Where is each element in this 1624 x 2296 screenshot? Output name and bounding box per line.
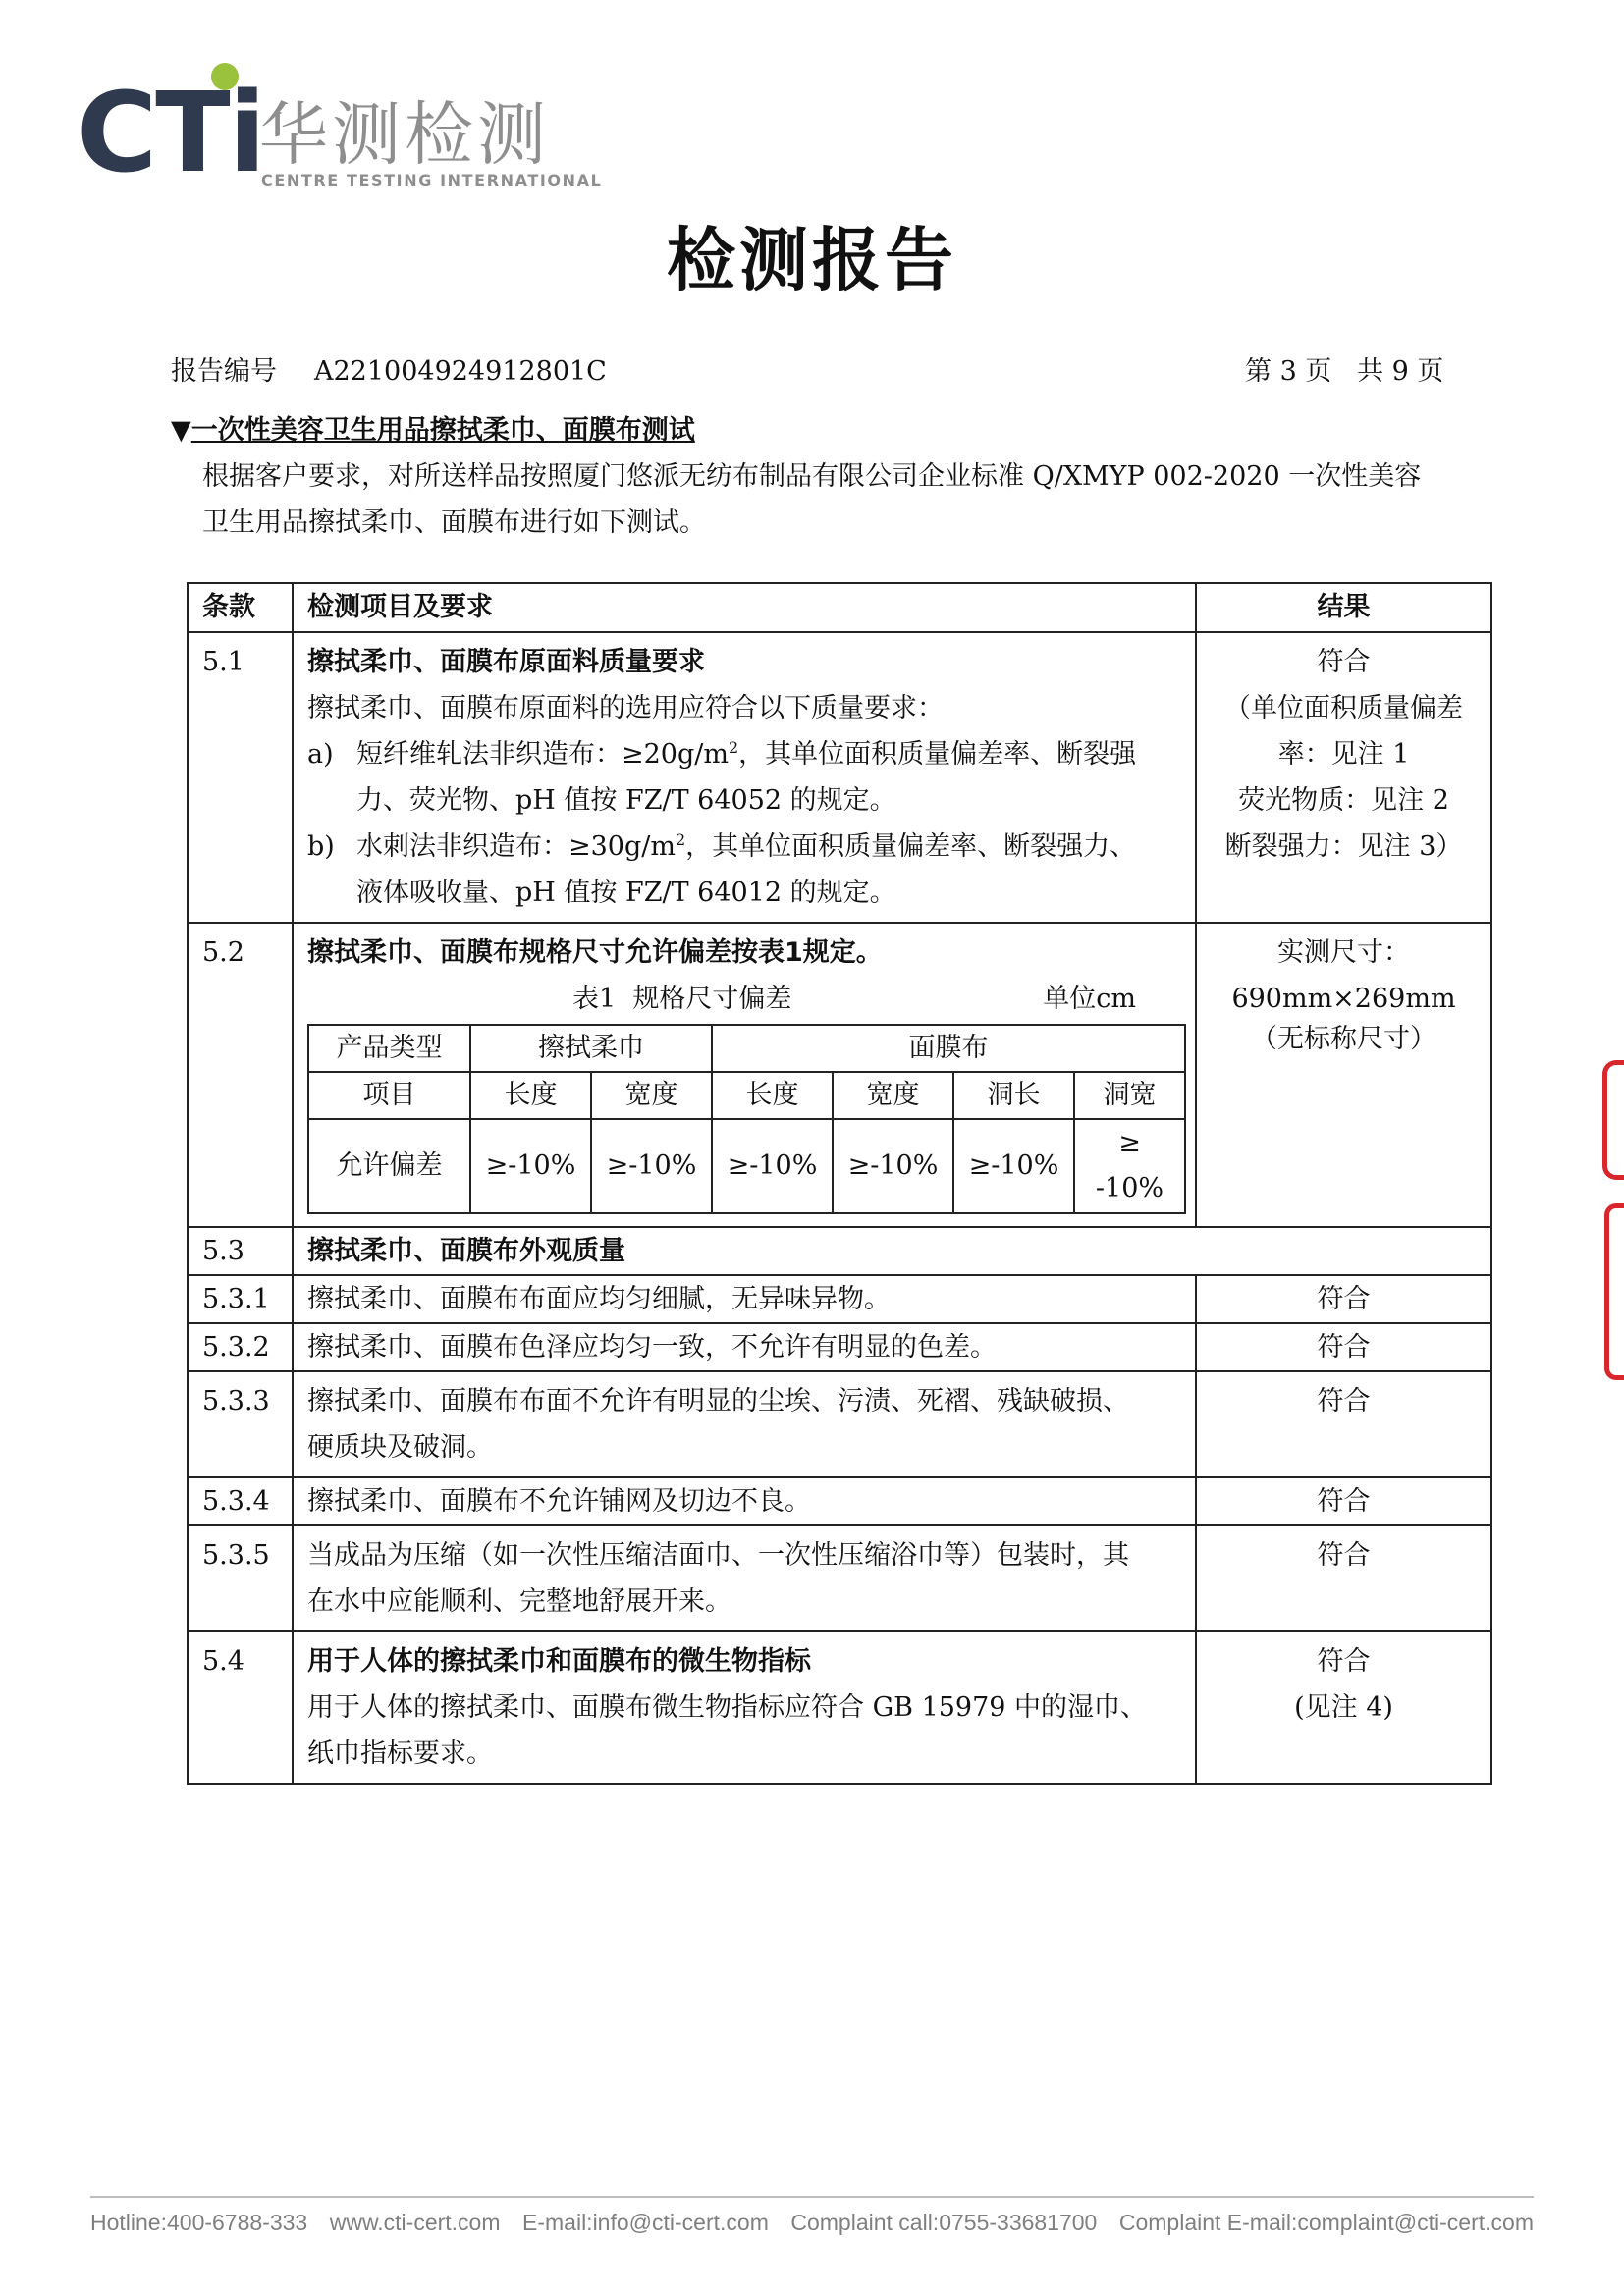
sub-table-row [308,1025,1185,1072]
table-row [188,1371,1491,1477]
sub-cell: ≥-10% [470,1119,591,1213]
clause-cell: 5.4 [188,1631,293,1784]
header-item: 检测项目及要求 [293,583,1196,632]
clause-cell: 5.3 [188,1227,293,1275]
test-results-table [187,582,1492,1785]
item-text: 硬质块及破洞。 [307,1432,493,1463]
item-title: 擦拭柔巾、面膜布规格尺寸允许偏差按表1规定。 [307,937,883,968]
clause-cell: 5.3.4 [188,1477,293,1525]
requirement-text: ，其单位面积质量偏差率、断裂强 [738,739,1137,770]
sub-cell: 面膜布 [712,1025,1185,1072]
header-result: 结果 [1196,583,1491,632]
result-cell: 符合 [1196,1275,1491,1323]
requirement-b [307,824,1185,916]
result-cell [1196,923,1491,1227]
footer-hotline: Hotline:400-6788-333 [90,2210,308,2235]
item-cell [293,1371,1196,1477]
footer-complaint-email: Complaint E-mail:complaint@cti-cert.com [1118,2210,1534,2235]
table-header-row [188,583,1491,632]
sub-cell [1074,1119,1185,1213]
result-text: 符合 [1317,1646,1371,1677]
result-text: 率：见注 1 [1277,739,1410,770]
requirement-marker: b) [307,831,335,862]
table-row [188,923,1491,1227]
result-cell: 符合 [1196,1323,1491,1371]
result-text: 荧光物质：见注 2 [1238,785,1449,816]
item-title: 用于人体的擦拭柔巾和面膜布的微生物指标 [307,1646,811,1677]
intro-line-1: 根据客户要求，对所送样品按照厦门悠派无纺布制品有限公司企业标准 Q/XMYP 002-2020 一次性美容 [202,461,1422,492]
item-cell: 擦拭柔巾、面膜布色泽应均匀一致，不允许有明显的色差。 [293,1323,1196,1371]
sub-table-unit: 单位cm [1043,984,1136,1014]
table-row [188,1631,1491,1784]
item-text: 纸巾指标要求。 [307,1738,493,1769]
sub-table-caption [307,976,1185,1022]
table-row [188,1323,1491,1371]
item-title: 擦拭柔巾、面膜布外观质量 [293,1227,1491,1275]
requirement-text: ，其单位面积质量偏差率、断裂强力、 [685,831,1137,862]
result-text: （无标称尺寸） [1251,1024,1436,1054]
sub-cell: ≥-10% [953,1119,1074,1213]
intro-line-2: 卫生用品擦拭柔巾、面膜布进行如下测试。 [202,507,706,538]
item-desc: 擦拭柔巾、面膜布原面料的选用应符合以下质量要求： [307,693,944,723]
table-row [188,1477,1491,1525]
result-text: 690mm×269mm [1231,984,1456,1014]
item-cell: 擦拭柔巾、面膜布不允许铺网及切边不良。 [293,1477,1196,1525]
footer-complaint-call: Complaint call:0755-33681700 [790,2210,1098,2235]
sub-cell: 擦拭柔巾 [470,1025,712,1072]
clause-cell: 5.3.1 [188,1275,293,1323]
result-cell: 符合 [1196,1477,1491,1525]
footer-contacts [90,2210,1534,2236]
table-row [188,1275,1491,1323]
item-text: 擦拭柔巾、面膜布布面不允许有明显的尘埃、污渍、死褶、残缺破损、 [307,1386,1129,1416]
requirement-text: 力、荧光物、pH 值按 FZ/T 64052 的规定。 [356,785,896,816]
sub-cell: 洞长 [953,1072,1074,1119]
result-text: 符合 [1317,647,1371,677]
section-heading [171,408,695,447]
report-number-label: 报告编号 [171,356,277,387]
item-cell [293,1525,1196,1631]
sub-cell: ≥-10% [712,1119,833,1213]
result-text: 断裂强力：见注 3） [1224,831,1463,862]
sub-cell: 长度 [470,1072,591,1119]
sub-cell-ge: ≥ [1118,1128,1141,1158]
requirement-marker: a) [307,739,334,770]
logo-en-name: CENTRE TESTING INTERNATIONAL [261,171,603,189]
sub-table-row [308,1072,1185,1119]
table-row [188,1227,1491,1275]
clause-cell: 5.2 [188,923,293,1227]
header-clause: 条款 [188,583,293,632]
sub-cell: 产品类型 [308,1025,470,1072]
clause-cell: 5.3.2 [188,1323,293,1371]
result-cell: 符合 [1196,1525,1491,1631]
sub-cell-pct: -10% [1095,1173,1164,1203]
item-text: 用于人体的擦拭柔巾、面膜布微生物指标应符合 GB 15979 中的湿巾、 [307,1692,1148,1723]
footer-email: E-mail:info@cti-cert.com [522,2210,769,2235]
section-title: 一次性美容卫生用品擦拭柔巾、面膜布测试 [190,415,695,446]
superscript: 2 [675,830,686,849]
seal-stamp-fragment [1602,1060,1624,1180]
requirement-text: 短纤维轧法非织造布：≥20g/m [356,739,729,770]
company-logo [77,57,607,197]
requirement-a [307,731,1185,824]
item-cell [293,923,1196,1227]
report-number-value: A221004924912801C [314,356,607,387]
item-text: 当成品为压缩（如一次性压缩洁面巾、一次性压缩浴巾等）包装时，其 [307,1540,1129,1571]
item-cell [293,1631,1196,1784]
sub-cell: 项目 [308,1072,470,1119]
logo-brand: CTi [77,70,264,197]
logo-cn-name: 华测检测 [259,94,550,175]
item-cell: 擦拭柔巾、面膜布布面应均匀细腻，无异味异物。 [293,1275,1196,1323]
result-cell [1196,1631,1491,1784]
seal-stamp-fragment [1604,1203,1624,1380]
result-text: 实测尺寸： [1277,937,1410,968]
sub-cell: 洞宽 [1074,1072,1185,1119]
report-number [171,349,607,388]
report-title: 检测报告 [667,220,957,300]
sub-cell: 长度 [712,1072,833,1119]
superscript: 2 [728,738,739,757]
result-cell: 符合 [1196,1371,1491,1477]
item-title: 擦拭柔巾、面膜布原面料质量要求 [307,647,705,677]
sub-cell: ≥-10% [833,1119,953,1213]
result-text: (见注 4) [1294,1692,1393,1723]
size-tolerance-table [307,1024,1186,1214]
sub-table-row [308,1119,1185,1213]
item-cell [293,632,1196,923]
footer-divider [90,2196,1534,2198]
sub-cell: 宽度 [591,1072,712,1119]
table-row [188,1525,1491,1631]
section-intro [202,454,1479,546]
clause-cell: 5.3.5 [188,1525,293,1631]
sub-cell: 宽度 [833,1072,953,1119]
item-text: 在水中应能顺利、完整地舒展开来。 [307,1586,731,1617]
requirement-text: 水刺法非织造布：≥30g/m [356,831,676,862]
page-indicator: 第 3 页 共 9 页 [1245,356,1444,387]
footer-website: www.cti-cert.com [329,2210,501,2235]
clause-cell: 5.3.3 [188,1371,293,1477]
sub-cell: 允许偏差 [308,1119,470,1213]
result-text: （单位面积质量偏差 [1224,693,1463,723]
table-row [188,632,1491,923]
requirement-text: 液体吸收量、pH 值按 FZ/T 64012 的规定。 [356,878,896,908]
section-marker: ▼ [171,415,191,446]
result-cell [1196,632,1491,923]
clause-cell: 5.1 [188,632,293,923]
sub-cell: ≥-10% [591,1119,712,1213]
sub-table-title: 表1 规格尺寸偏差 [572,984,792,1014]
